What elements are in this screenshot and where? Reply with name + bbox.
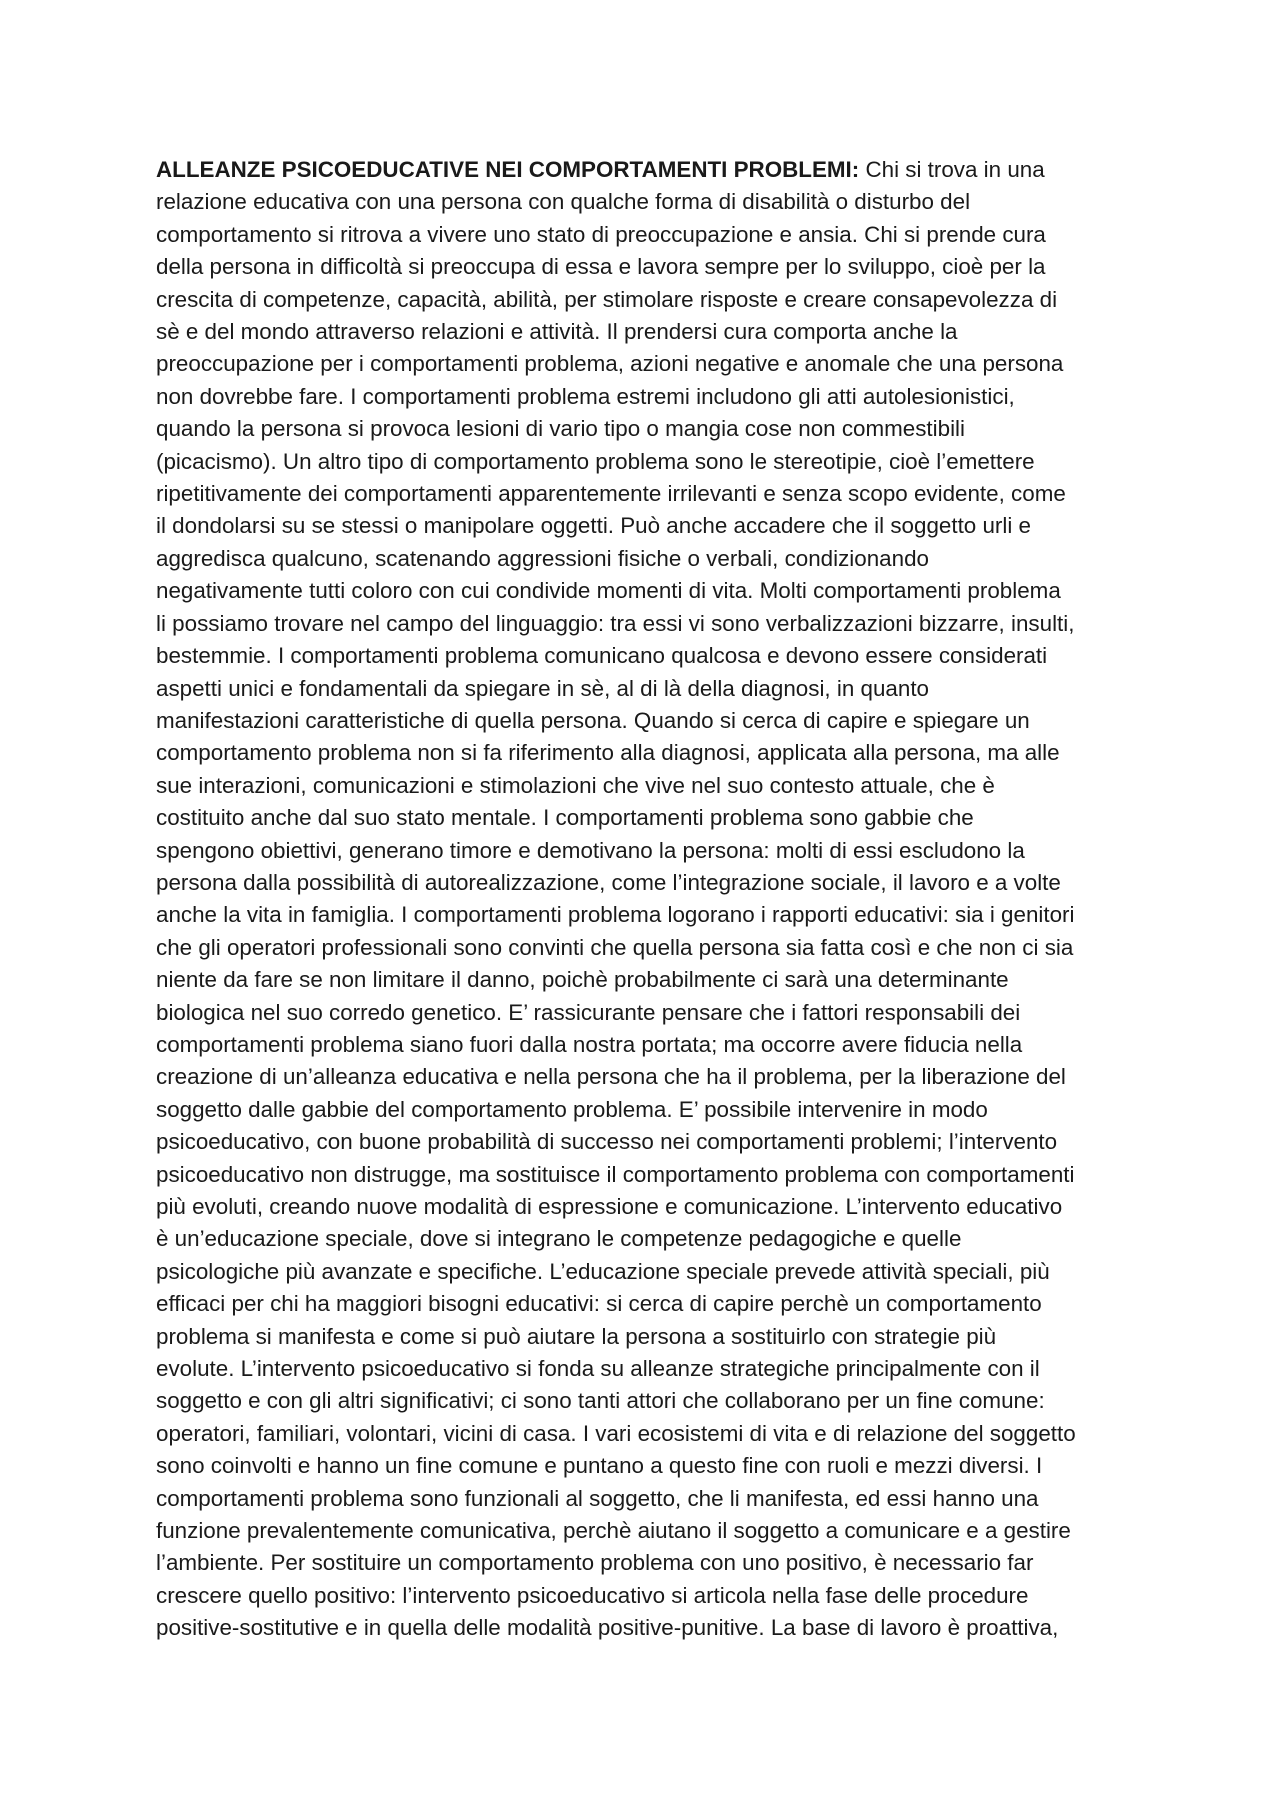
text-line: anche la vita in famiglia. I comportamenti problema logorano i rapporti educativi: sia i genitori: [156, 902, 1075, 928]
text-line: ripetitivamente dei comportamenti apparentemente irrilevanti e senza scopo evidente, come: [156, 481, 1066, 507]
text-line: operatori, familiari, volontari, vicini di casa. I vari ecosistemi di vita e di relazione del soggetto: [156, 1420, 1076, 1446]
text-line: preoccupazione per i comportamenti problema, azioni negative e anomale che una persona: [156, 351, 1064, 377]
text-line: spengono obiettivi, generano timore e demotivano la persona: molti di essi escludono la: [156, 837, 1025, 863]
text-line: comportamento problema non si fa riferimento alla diagnosi, applicata alla persona, ma alle: [156, 740, 1060, 766]
text-line: comportamenti problema sono funzionali al soggetto, che li manifesta, ed essi hanno una: [156, 1485, 1039, 1511]
text-line: relazione educativa con una persona con qualche forma di disabilità o disturbo del: [156, 189, 971, 215]
text-line: quando la persona si provoca lesioni di vario tipo o mangia cose non commestibili: [156, 416, 966, 442]
text-line: bestemmie. I comportamenti problema comunicano qualcosa e devono essere considerati: [156, 643, 1048, 669]
first-line: [156, 154, 1138, 186]
text-line: niente da fare se non limitare il danno, poichè probabilmente ci sarà una determinante: [156, 967, 1009, 993]
paragraph-lines: [156, 186, 1138, 1644]
text-line: biologica nel suo corredo genetico. E’ rassicurante pensare che i fattori responsabili dei: [156, 999, 1021, 1025]
first-line-text: Chi si trova in una: [859, 157, 1045, 182]
text-line: il dondolarsi su se stessi o manipolare oggetti. Può anche accadere che il soggetto urli e: [156, 513, 1031, 539]
text-line: aggredisca qualcuno, scatenando aggressioni fisiche o verbali, condizionando: [156, 545, 929, 571]
text-line: funzione prevalentemente comunicativa, perchè aiutano il soggetto a comunicare e a gestire: [156, 1518, 1071, 1544]
text-line: soggetto dalle gabbie del comportamento problema. E’ possibile intervenire in modo: [156, 1096, 988, 1122]
text-line: evolute. L’intervento psicoeducativo si fonda su alleanze strategiche principalmente con il: [156, 1356, 1040, 1382]
text-line: che gli operatori professionali sono convinti che quella persona sia fatta così e che non ci sia: [156, 934, 1074, 960]
text-line: non dovrebbe fare. I comportamenti problema estremi includono gli atti autolesionistici,: [156, 383, 1015, 409]
text-line: problema si manifesta e come si può aiutare la persona a sostituirlo con strategie più: [156, 1323, 997, 1349]
text-line: psicoeducativo, con buone probabilità di successo nei comportamenti problemi; l’intervento: [156, 1129, 1058, 1155]
text-line: comportamento si ritrova a vivere uno stato di preoccupazione e ansia. Chi si prende cura: [156, 221, 1046, 247]
text-line: positive-sostitutive e in quella delle modalità positive-punitive. La base di lavoro è proattiva,: [156, 1615, 1059, 1641]
text-line: persona dalla possibilità di autorealizzazione, come l’integrazione sociale, il lavoro e a volte: [156, 869, 1061, 895]
text-line: manifestazioni caratteristiche di quella persona. Quando si cerca di capire e spiegare un: [156, 707, 1030, 733]
text-line: creazione di un’alleanza educativa e nella persona che ha il problema, per la liberazione del: [156, 1064, 1066, 1090]
text-line: psicoeducativo non distrugge, ma sostituisce il comportamento problema con comportamenti: [156, 1161, 1075, 1187]
text-line: comportamenti problema siano fuori dalla nostra portata; ma occorre avere fiducia nella: [156, 1031, 1023, 1057]
section-heading: ALLEANZE PSICOEDUCATIVE NEI COMPORTAMENTI PROBLEMI:: [156, 157, 860, 182]
text-line: costituito anche dal suo stato mentale. I comportamenti problema sono gabbie che: [156, 805, 974, 831]
text-line: aspetti unici e fondamentali da spiegare in sè, al di là della diagnosi, in quanto: [156, 675, 929, 701]
text-line: soggetto e con gli altri significativi; ci sono tanti attori che collaborano per un fine comune:: [156, 1388, 1045, 1414]
text-line: è un’educazione speciale, dove si integrano le competenze pedagogiche e quelle: [156, 1226, 962, 1252]
text-line: della persona in difficoltà si preoccupa di essa e lavora sempre per lo sviluppo, cioè per la: [156, 254, 1046, 280]
text-line: (picacismo). Un altro tipo di comportamento problema sono le stereotipie, cioè l’emettere: [156, 448, 1035, 474]
text-line: li possiamo trovare nel campo del linguaggio: tra essi vi sono verbalizzazioni bizzarre, insulti,: [156, 610, 1075, 636]
text-line: crescita di competenze, capacità, abilità, per stimolare risposte e creare consapevolezza di: [156, 286, 1058, 312]
text-line: l’ambiente. Per sostituire un comportamento problema con uno positivo, è necessario far: [156, 1550, 1034, 1576]
text-line: sè e del mondo attraverso relazioni e attività. Il prendersi cura comporta anche la: [156, 319, 958, 345]
text-line: negativamente tutti coloro con cui condivide momenti di vita. Molti comportamenti problema: [156, 578, 1061, 604]
text-line: efficaci per chi ha maggiori bisogni educativi: si cerca di capire perchè un comportamento: [156, 1291, 1042, 1317]
text-line: sue interazioni, comunicazioni e stimolazioni che vive nel suo contesto attuale, che è: [156, 772, 995, 798]
text-line: crescere quello positivo: l’intervento psicoeducativo si articola nella fase delle procedure: [156, 1582, 1029, 1608]
text-line: psicologiche più avanzate e specifiche. L’educazione speciale prevede attività speciali, più: [156, 1258, 1050, 1284]
body-paragraph: [156, 154, 1138, 1645]
text-line: più evoluti, creando nuove modalità di espressione e comunicazione. L’intervento educativo: [156, 1194, 1063, 1219]
text-line: sono coinvolti e hanno un fine comune e puntano a questo fine con ruoli e mezzi diversi. I: [156, 1453, 1043, 1479]
